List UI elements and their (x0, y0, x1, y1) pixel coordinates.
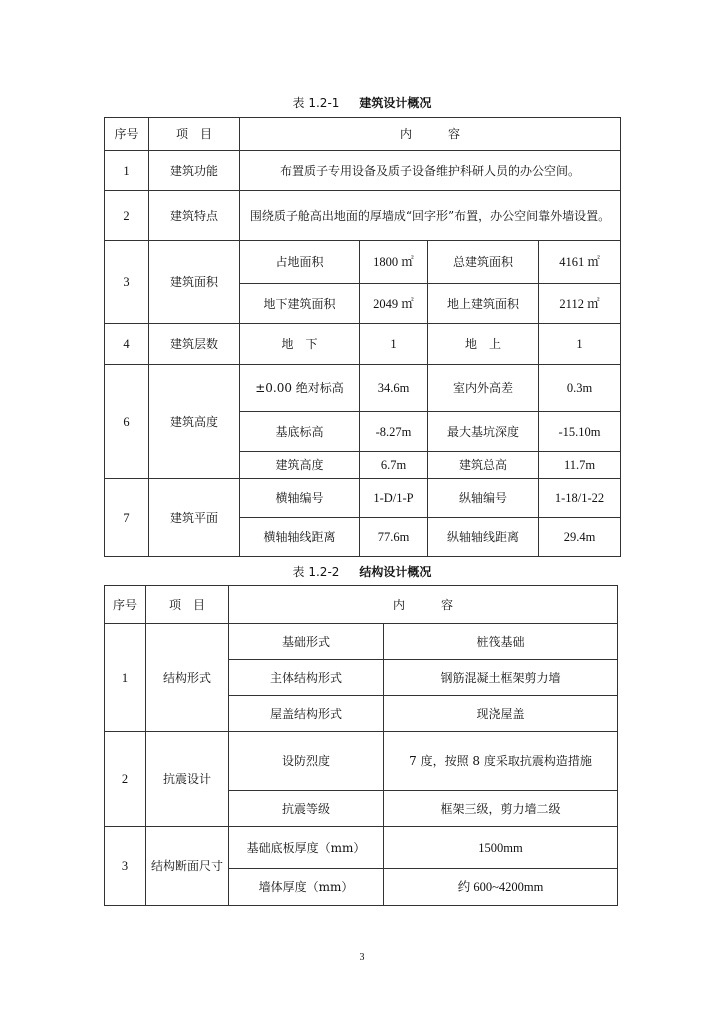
cell-label: 地下建筑面积 (240, 284, 360, 324)
header-seq: 序号 (105, 118, 149, 151)
header-seq: 序号 (105, 586, 146, 624)
cell-label: 地 下 (240, 324, 360, 365)
table-row (105, 241, 621, 284)
cell-label: 墙体厚度（mm） (229, 869, 384, 906)
row-item: 结构形式 (146, 624, 229, 732)
table-row (105, 191, 621, 241)
cell-value: 现浇屋盖 (384, 696, 618, 732)
table-row (105, 624, 618, 660)
cell-value: 77.6m (360, 518, 428, 557)
row-item: 建筑功能 (149, 151, 240, 191)
table2-caption-title: 结构设计概况 (359, 565, 432, 579)
row-seq: 4 (105, 324, 149, 365)
structure-design-table (104, 585, 618, 906)
row-item: 建筑高度 (149, 365, 240, 479)
row-seq: 3 (105, 827, 146, 906)
header-item: 项 目 (149, 118, 240, 151)
row-content: 围绕质子舱高出地面的厚墙成“回字形”布置，办公空间靠外墙设置。 (240, 191, 621, 241)
table-row (105, 827, 618, 869)
header-content: 内 容 (229, 586, 618, 624)
cell-value: 1 (360, 324, 428, 365)
cell-label: 横轴轴线距离 (240, 518, 360, 557)
row-seq: 2 (105, 191, 149, 241)
table2-caption-number: 表 1.2-2 (292, 565, 340, 579)
header-content: 内 容 (240, 118, 621, 151)
cell-value: 1 (539, 324, 621, 365)
cell-label: 主体结构形式 (229, 660, 384, 696)
cell-value: 1-18/1-22 (539, 479, 621, 518)
table-row (105, 151, 621, 191)
row-content: 布置质子专用设备及质子设备维护科研人员的办公空间。 (240, 151, 621, 191)
table-row (105, 324, 621, 365)
cell-label: 纵轴轴线距离 (428, 518, 539, 557)
page-number: 3 (359, 952, 365, 963)
table-row (105, 479, 621, 518)
cell-label: 室内外高差 (428, 365, 539, 412)
cell-value: 11.7m (539, 452, 621, 479)
cell-label: 地 上 (428, 324, 539, 365)
cell-label: 建筑总高 (428, 452, 539, 479)
row-seq: 1 (105, 151, 149, 191)
cell-label: 纵轴编号 (428, 479, 539, 518)
cell-value: 6.7m (360, 452, 428, 479)
header-item: 项 目 (146, 586, 229, 624)
cell-value: 34.6m (360, 365, 428, 412)
cell-label: ±0.00 绝对标高 (240, 365, 360, 412)
cell-label: 基底标高 (240, 412, 360, 452)
cell-label: 设防烈度 (229, 732, 384, 791)
cell-label: 基础底板厚度（mm） (229, 827, 384, 869)
cell-value: 4161 ㎡ (539, 241, 621, 284)
row-seq: 1 (105, 624, 146, 732)
building-design-table (104, 117, 621, 557)
table2-header-row (105, 586, 618, 624)
cell-value: -15.10m (539, 412, 621, 452)
table1-caption-title: 建筑设计概况 (359, 96, 432, 110)
cell-label: 基础形式 (229, 624, 384, 660)
cell-value: 2049 ㎡ (360, 284, 428, 324)
cell-label: 抗震等级 (229, 791, 384, 827)
row-seq: 3 (105, 241, 149, 324)
row-item: 建筑平面 (149, 479, 240, 557)
table1-caption (0, 94, 724, 111)
table-row (105, 365, 621, 412)
table1-header-row (105, 118, 621, 151)
cell-value: 约 600~4200mm (384, 869, 618, 906)
row-seq: 2 (105, 732, 146, 827)
table2-caption (0, 563, 724, 580)
row-item: 建筑特点 (149, 191, 240, 241)
cell-value: 1500mm (384, 827, 618, 869)
row-item: 抗震设计 (146, 732, 229, 827)
row-item: 结构断面尺寸 (146, 827, 229, 906)
cell-value: 1800 ㎡ (360, 241, 428, 284)
cell-value: 0.3m (539, 365, 621, 412)
row-item: 建筑层数 (149, 324, 240, 365)
table-row (105, 732, 618, 791)
cell-value: 1-D/1-P (360, 479, 428, 518)
row-seq: 6 (105, 365, 149, 479)
cell-value: 桩筏基础 (384, 624, 618, 660)
cell-value: 29.4m (539, 518, 621, 557)
row-seq: 7 (105, 479, 149, 557)
cell-value: 2112 ㎡ (539, 284, 621, 324)
cell-value: 框架三级，剪力墙二级 (384, 791, 618, 827)
cell-label: 地上建筑面积 (428, 284, 539, 324)
row-item: 建筑面积 (149, 241, 240, 324)
cell-label: 屋盖结构形式 (229, 696, 384, 732)
cell-value: 钢筋混凝土框架剪力墙 (384, 660, 618, 696)
cell-label: 横轴编号 (240, 479, 360, 518)
cell-value: 7 度，按照 8 度采取抗震构造措施 (384, 732, 618, 791)
cell-label: 最大基坑深度 (428, 412, 539, 452)
cell-label: 建筑高度 (240, 452, 360, 479)
cell-value: -8.27m (360, 412, 428, 452)
cell-label: 占地面积 (240, 241, 360, 284)
cell-label: 总建筑面积 (428, 241, 539, 284)
table1-caption-number: 表 1.2-1 (292, 96, 340, 110)
